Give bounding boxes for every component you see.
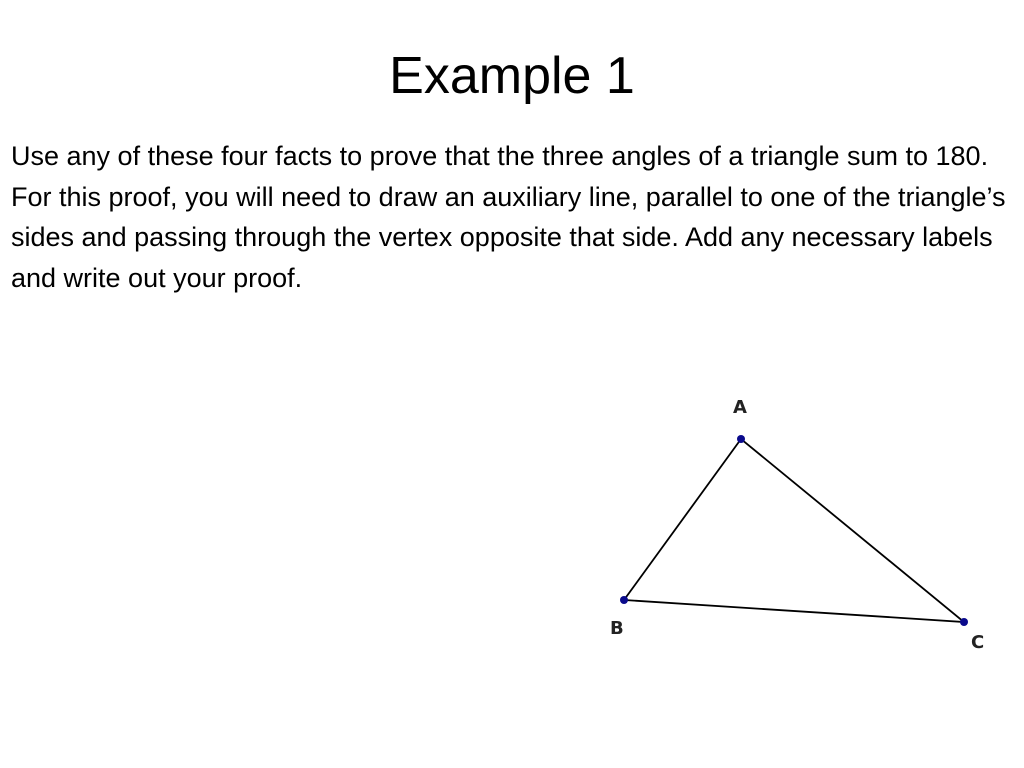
slide-title: Example 1 [389, 47, 635, 105]
vertex-a-label: A [733, 397, 747, 418]
triangle-abc [624, 439, 964, 622]
triangle-diagram [590, 385, 1010, 665]
instruction-text: Use any of these four facts to prove that the three angles of a triangle sum to 180. For this proof, you will need to draw an auxiliary line, parallel to one of the triangle’s sides and passing through the vertex opposite that side. Add any necessary labels and write out your proof. [11, 141, 1006, 293]
vertex-b-point [620, 596, 628, 604]
vertex-c-label: C [971, 632, 985, 653]
vertex-b-label: B [610, 618, 624, 639]
vertex-a-point [737, 435, 745, 443]
vertex-c-point [960, 618, 968, 626]
